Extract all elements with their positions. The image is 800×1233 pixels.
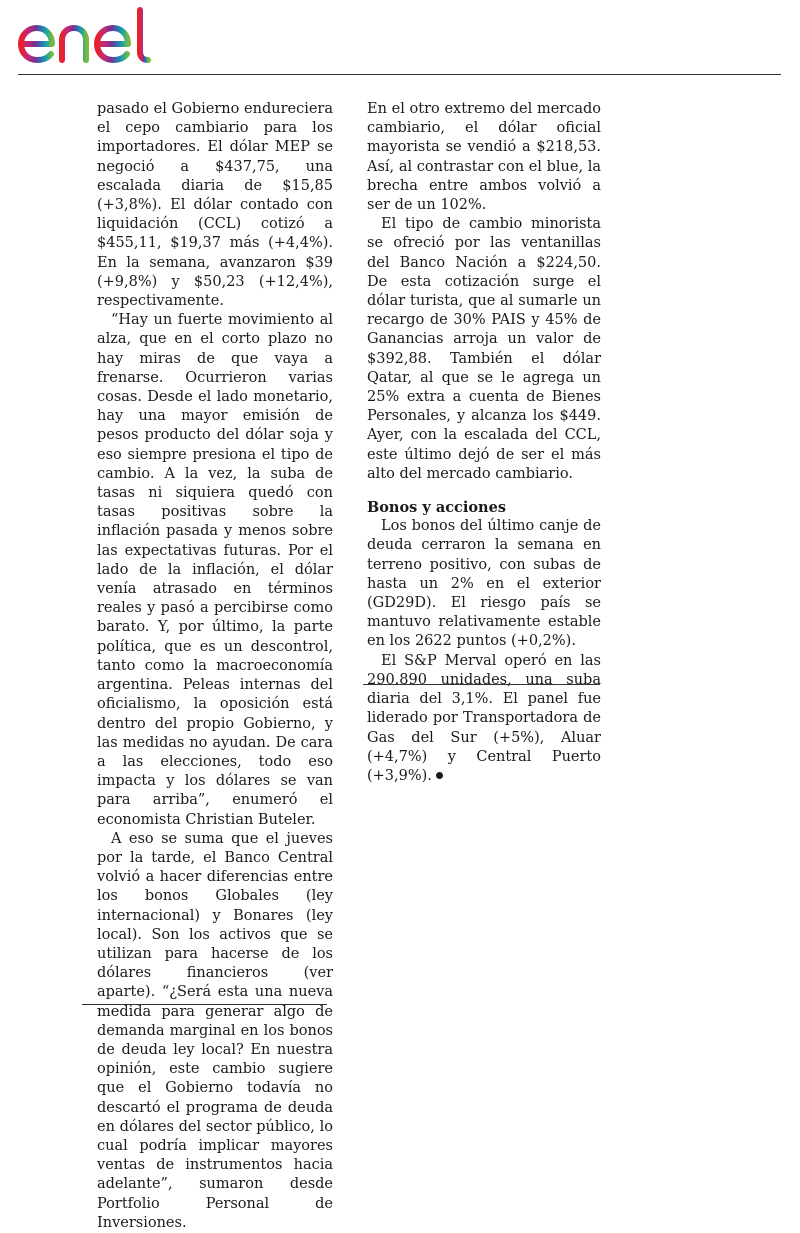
article-paragraph: El tipo de cambio minorista se ofreció por las ventanillas del Banco Nación a $224,50. De esta cotización surge el dólar turista, que al sumarle un recargo de 30% PAIS y 45% de Ganancias arroja un valor de $392,88. También el dólar Qatar, al que se le agrega un 25% extra a cuenta de Bienes Personales, y alcanza los $449. Ayer, con la escalada del CCL, este último dejó de ser el más alto del mercado cambiario. (367, 216, 601, 482)
article-paragraph-text: El S&P Merval operó en las 290.890 unidades, una suba diaria del 3,1%. El panel fue liderado por Transportadora de Gas del Sur (+5%), Aluar (+4,7%) y Central Puerto (+3,9%). (367, 652, 601, 784)
article-paragraph: “Hay un fuerte movimiento al alza, que en el corto plazo no hay miras de que vaya a frenarse. Ocurrieron varias cosas. Desde el lado monetario, hay una mayor emisión de pesos producto del dólar soja y eso siempre presiona el tipo de cambio. A la vez, la suba de tasas ni siquiera quedó con tasas positivas sobre la inflación pasada y menos sobre las expectativas futuras. Por el lado de la inflación, el dólar venía atrasado en términos reales y pasó a percibirse como barato. Y, por último, la parte política, que es un descontrol, tanto como la macroeconomía argentina. Peleas internas del oficialismo, la oposición está dentro del propio Gobierno, y las medidas no ayudan. De cara a las elecciones, todo eso impacta y los dólares se van para arriba”, enumeró el economista Christian Buteler. (97, 312, 333, 828)
enel-logo (14, 4, 184, 68)
column-end-rule-left (82, 1004, 327, 1005)
article-paragraph: Los bonos del último canje de deuda cerraron la semana en terreno positivo, con subas de hasta un 2% en el exterior (GD29D). El riesgo país se mantuvo relativamente estable en los 2622 puntos (+0,2%). (367, 518, 601, 650)
article-paragraph (367, 652, 601, 786)
section-subheading: Bonos y acciones (367, 499, 506, 517)
article-column-left (97, 100, 333, 1233)
article-paragraph: A eso se suma que el jueves por la tarde, el Banco Central volvió a hacer diferencias entre los bonos Globales (ley internacional) y Bonares (ley local). Son los activos que se utilizan para hacerse de los dólares financieros (ver aparte). “¿Será esta una nueva medida para generar algo de demanda marginal en los bonos de deuda ley local? En nuestra opinión, este cambio sugiere que el Gobierno todavía no descartó el programa de deuda en dólares del sector público, lo cual podría implicar mayores ventas de instrumentos hacia adelante”, sumaron desde Portfolio Personal de Inversiones. (97, 830, 333, 1231)
column-end-rule-right (363, 684, 600, 685)
header-divider (18, 74, 781, 75)
end-of-article-bullet-icon (436, 772, 443, 779)
article-paragraph: En el otro extremo del mercado cambiario, el dólar oficial mayorista se vendió a $218,53. Así, al contrastar con el blue, la brecha entre ambos volvió a ser de un 102%. (367, 101, 601, 214)
article-paragraph: pasado el Gobierno endureciera el cepo cambiario para los importadores. El dólar MEP se negoció a $437,75, una escalada diaria de $15,85 (+3,8%). El dólar contado con liquidación (CCL) cotizó a $455,11, $19,37 más (+4,4%). En la semana, avanzaron $39 (+9,8%) y $50,23 (+12,4%), respectivamente. (97, 101, 333, 310)
